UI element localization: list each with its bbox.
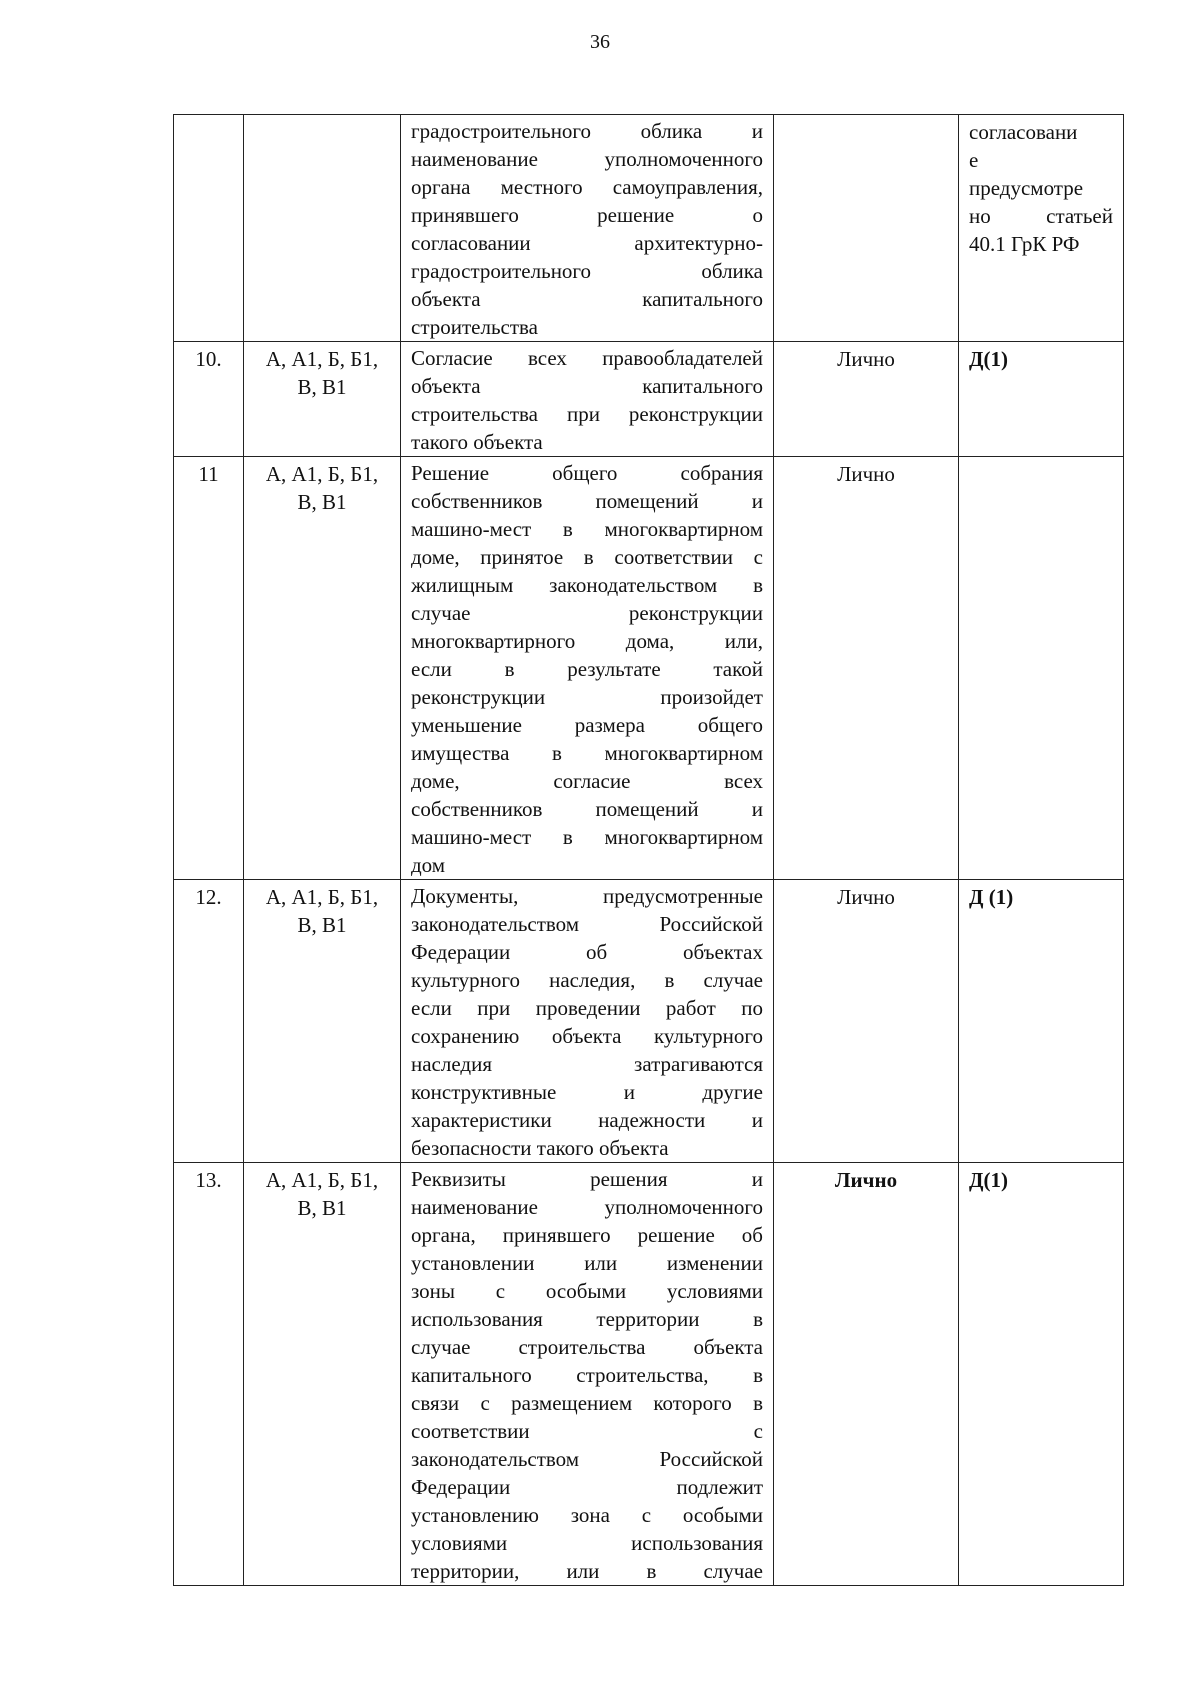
category-line: В, В1	[297, 490, 347, 514]
note-line: согласовани	[969, 120, 1078, 144]
note-cell	[959, 342, 1124, 457]
description-line: сохранению объекта культурного	[411, 1024, 763, 1048]
description-line: машино-мест в многоквартирном	[411, 517, 763, 541]
submission-method: Лично	[837, 347, 895, 371]
description-cell	[401, 342, 774, 457]
description-line: случае строительства объекта	[411, 1335, 763, 1359]
row-number-cell	[174, 115, 244, 342]
description-line: градостроительного облика и	[411, 119, 763, 143]
description-line: зоны с особыми условиями	[411, 1279, 763, 1303]
note-line: Д(1)	[969, 1168, 1008, 1192]
submission-method-cell	[774, 880, 959, 1163]
category-cell	[244, 880, 401, 1163]
description-line: культурного наследия, в случае	[411, 968, 763, 992]
description-line: строительства при реконструкции	[411, 402, 763, 426]
category-line: А, А1, Б, Б1,	[265, 1168, 379, 1192]
category-line: В, В1	[297, 913, 347, 937]
description-line: территории, или в случае	[411, 1559, 763, 1583]
category-cell	[244, 1163, 401, 1586]
description-line: случае реконструкции	[411, 601, 763, 625]
row-number-cell	[174, 457, 244, 880]
description-line: использования территории в	[411, 1307, 763, 1331]
submission-method-cell	[774, 1163, 959, 1586]
description-line: Федерации подлежит	[411, 1475, 763, 1499]
description-line: законодательством Российской	[411, 1447, 763, 1471]
description-line: характеристики надежности и	[411, 1108, 763, 1132]
documents-table	[173, 114, 1124, 1586]
category-line: А, А1, Б, Б1,	[265, 462, 379, 486]
description-line: наименование уполномоченного	[411, 1195, 763, 1219]
description-line: органа местного самоуправления,	[411, 175, 763, 199]
description-line: такого объекта	[411, 430, 543, 454]
submission-method-cell	[774, 342, 959, 457]
description-line: машино-мест в многоквартирном	[411, 825, 763, 849]
row-number: 11	[198, 462, 219, 486]
note-line: е	[969, 148, 979, 172]
category-line: А, А1, Б, Б1,	[265, 885, 379, 909]
description-line: наследия затрагиваются	[411, 1052, 763, 1076]
description-line: наименование уполномоченного	[411, 147, 763, 171]
description-cell	[401, 880, 774, 1163]
note-line: Д (1)	[969, 885, 1014, 909]
note-cell	[959, 115, 1124, 342]
row-number-cell	[174, 1163, 244, 1586]
description-line: связи с размещением которого в	[411, 1391, 763, 1415]
description-line: если при проведении работ по	[411, 996, 763, 1020]
row-number: 12.	[195, 885, 222, 909]
table-row	[174, 457, 1124, 880]
description-line: Реквизиты решения и	[411, 1167, 763, 1191]
note-cell	[959, 880, 1124, 1163]
table-row	[174, 880, 1124, 1163]
table-body	[174, 115, 1124, 1586]
description-cell	[401, 115, 774, 342]
description-line: конструктивные и другие	[411, 1080, 763, 1104]
submission-method: Лично	[837, 885, 895, 909]
category-line: В, В1	[297, 375, 347, 399]
description-line: органа, принявшего решение об	[411, 1223, 763, 1247]
row-number: 10.	[195, 347, 222, 371]
description-cell	[401, 457, 774, 880]
note-cell	[959, 457, 1124, 880]
description-line: жилищным законодательством в	[411, 573, 763, 597]
description-line: установлении или изменении	[411, 1251, 763, 1275]
category-cell	[244, 457, 401, 880]
category-cell	[244, 115, 401, 342]
description-line: соответствии с	[411, 1419, 763, 1443]
category-cell	[244, 342, 401, 457]
row-number-cell	[174, 880, 244, 1163]
page-number: 36	[590, 31, 610, 53]
description-line: условиями использования	[411, 1531, 763, 1555]
description-line: реконструкции произойдет	[411, 685, 763, 709]
submission-method-cell	[774, 115, 959, 342]
description-line: согласовании архитектурно-	[411, 231, 763, 255]
description-line: Документы, предусмотренные	[411, 884, 763, 908]
description-line: уменьшение размера общего	[411, 713, 763, 737]
description-line: имущества в многоквартирном	[411, 741, 763, 765]
description-cell	[401, 1163, 774, 1586]
description-line: собственников помещений и	[411, 489, 763, 513]
description-line: Федерации об объектах	[411, 940, 763, 964]
description-line: капитального строительства, в	[411, 1363, 763, 1387]
row-number: 13.	[195, 1168, 222, 1192]
description-line: многоквартирного дома, или,	[411, 629, 763, 653]
description-line: Согласие всех правообладателей	[411, 346, 763, 370]
description-line: объекта капитального	[411, 287, 763, 311]
description-line: доме, согласие всех	[411, 769, 763, 793]
note-line: предусмотре	[969, 176, 1084, 200]
note-line: 40.1 ГрК РФ	[969, 232, 1080, 256]
note-cell	[959, 1163, 1124, 1586]
description-line: безопасности такого объекта	[411, 1136, 669, 1160]
table-row	[174, 342, 1124, 457]
note-line: Д(1)	[969, 347, 1008, 371]
row-number-cell	[174, 342, 244, 457]
description-line: объекта капитального	[411, 374, 763, 398]
description-line: Решение общего собрания	[411, 461, 763, 485]
table-row	[174, 1163, 1124, 1586]
description-line: если в результате такой	[411, 657, 763, 681]
description-line: законодательством Российской	[411, 912, 763, 936]
description-line: градостроительного облика	[411, 259, 763, 283]
category-line: А, А1, Б, Б1,	[265, 347, 379, 371]
description-line: доме, принятое в соответствии с	[411, 545, 763, 569]
description-line: собственников помещений и	[411, 797, 763, 821]
note-line: но статьей	[969, 204, 1113, 228]
description-line: дом	[411, 853, 446, 877]
category-line: В, В1	[297, 1196, 347, 1220]
submission-method: Лично	[837, 462, 895, 486]
submission-method-cell	[774, 457, 959, 880]
description-line: принявшего решение о	[411, 203, 763, 227]
description-line: установлению зона с особыми	[411, 1503, 763, 1527]
table-row	[174, 115, 1124, 342]
submission-method: Лично	[834, 1168, 898, 1192]
description-line: строительства	[411, 315, 539, 339]
